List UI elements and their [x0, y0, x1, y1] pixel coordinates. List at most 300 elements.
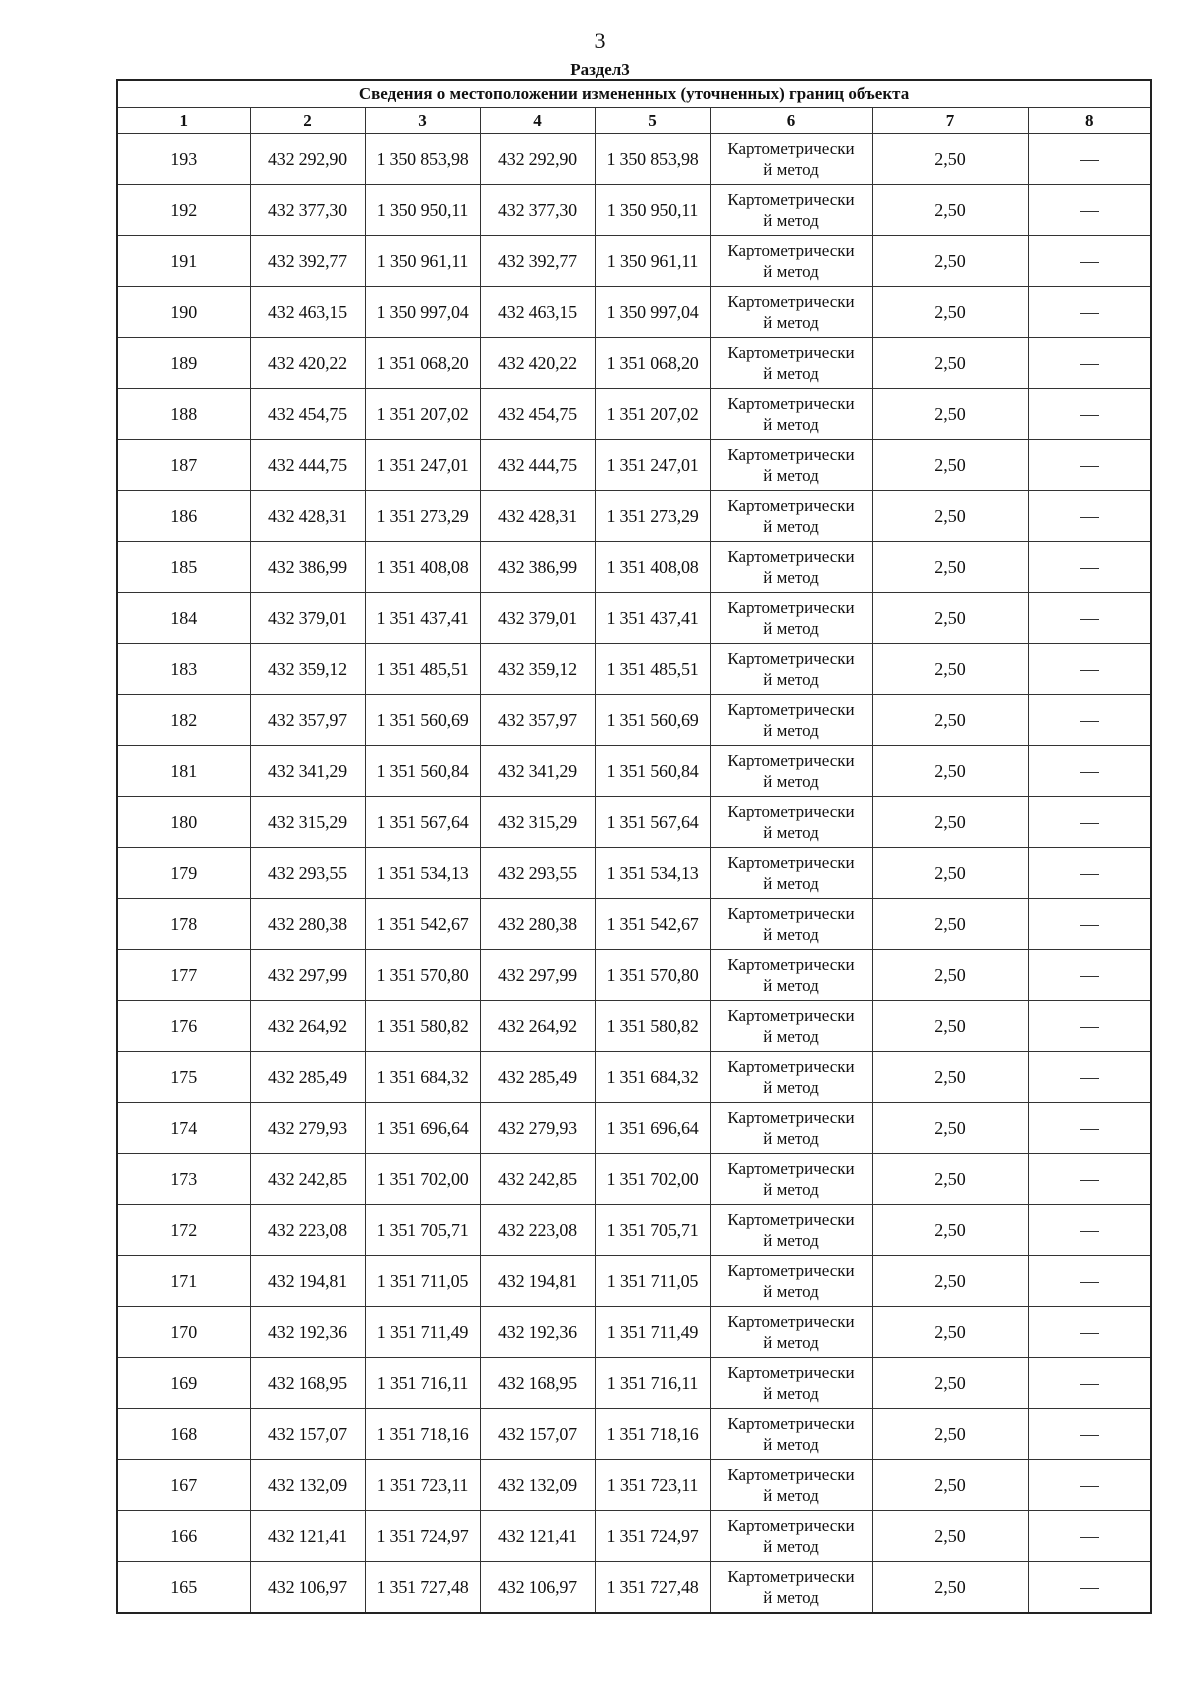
y-coordinate-cell: 1 350 997,04 [595, 287, 710, 338]
point-number-cell: 183 [117, 644, 250, 695]
table-row [117, 338, 1151, 389]
table-row [117, 695, 1151, 746]
dash-mark [1080, 1180, 1099, 1181]
x-coordinate-cell: 432 392,77 [250, 236, 365, 287]
x-coordinate-cell: 432 444,75 [480, 440, 595, 491]
note-cell [1028, 389, 1151, 440]
x-coordinate-cell: 432 454,75 [480, 389, 595, 440]
y-coordinate-cell: 1 351 724,97 [595, 1511, 710, 1562]
table-row [117, 746, 1151, 797]
accuracy-cell: 2,50 [872, 1562, 1028, 1614]
table-row [117, 1358, 1151, 1409]
note-cell [1028, 134, 1151, 185]
accuracy-cell: 2,50 [872, 848, 1028, 899]
dash-mark [1080, 160, 1099, 161]
y-coordinate-cell: 1 351 068,20 [595, 338, 710, 389]
y-coordinate-cell: 1 351 570,80 [365, 950, 480, 1001]
note-cell [1028, 644, 1151, 695]
point-number-cell: 175 [117, 1052, 250, 1103]
point-number-cell: 165 [117, 1562, 250, 1614]
y-coordinate-cell: 1 351 273,29 [365, 491, 480, 542]
accuracy-cell: 2,50 [872, 644, 1028, 695]
column-number-8: 8 [1028, 108, 1151, 134]
accuracy-cell: 2,50 [872, 542, 1028, 593]
y-coordinate-cell: 1 351 207,02 [365, 389, 480, 440]
table-row [117, 848, 1151, 899]
dash-mark [1080, 1027, 1099, 1028]
accuracy-cell: 2,50 [872, 1052, 1028, 1103]
dash-mark [1080, 976, 1099, 977]
note-cell [1028, 848, 1151, 899]
accuracy-cell: 2,50 [872, 287, 1028, 338]
table-row [117, 797, 1151, 848]
table-row [117, 1256, 1151, 1307]
method-cell: Картометрически й метод [710, 542, 872, 593]
method-cell: Картометрически й метод [710, 1460, 872, 1511]
method-cell: Картометрически й метод [710, 848, 872, 899]
accuracy-cell: 2,50 [872, 185, 1028, 236]
table-row [117, 1562, 1151, 1614]
y-coordinate-cell: 1 351 437,41 [365, 593, 480, 644]
point-number-cell: 182 [117, 695, 250, 746]
note-cell [1028, 185, 1151, 236]
dash-mark [1080, 721, 1099, 722]
dash-mark [1080, 1486, 1099, 1487]
x-coordinate-cell: 432 297,99 [480, 950, 595, 1001]
table-row [117, 1103, 1151, 1154]
method-cell: Картометрически й метод [710, 1358, 872, 1409]
method-cell: Картометрически й метод [710, 389, 872, 440]
accuracy-cell: 2,50 [872, 1205, 1028, 1256]
column-number-5: 5 [595, 108, 710, 134]
accuracy-cell: 2,50 [872, 338, 1028, 389]
x-coordinate-cell: 432 280,38 [480, 899, 595, 950]
dash-mark [1080, 1384, 1099, 1385]
x-coordinate-cell: 432 357,97 [250, 695, 365, 746]
x-coordinate-cell: 432 420,22 [250, 338, 365, 389]
table-row [117, 1460, 1151, 1511]
x-coordinate-cell: 432 379,01 [480, 593, 595, 644]
note-cell [1028, 236, 1151, 287]
x-coordinate-cell: 432 293,55 [480, 848, 595, 899]
point-number-cell: 181 [117, 746, 250, 797]
note-cell [1028, 1460, 1151, 1511]
dash-mark [1080, 1588, 1099, 1589]
x-coordinate-cell: 432 121,41 [250, 1511, 365, 1562]
x-coordinate-cell: 432 444,75 [250, 440, 365, 491]
x-coordinate-cell: 432 157,07 [480, 1409, 595, 1460]
method-cell: Картометрически й метод [710, 287, 872, 338]
table-row [117, 899, 1151, 950]
point-number-cell: 185 [117, 542, 250, 593]
y-coordinate-cell: 1 351 542,67 [365, 899, 480, 950]
note-cell [1028, 797, 1151, 848]
accuracy-cell: 2,50 [872, 1358, 1028, 1409]
x-coordinate-cell: 432 285,49 [480, 1052, 595, 1103]
method-cell: Картометрически й метод [710, 440, 872, 491]
y-coordinate-cell: 1 351 273,29 [595, 491, 710, 542]
y-coordinate-cell: 1 351 711,49 [365, 1307, 480, 1358]
column-number-row [117, 108, 1151, 134]
x-coordinate-cell: 432 264,92 [250, 1001, 365, 1052]
y-coordinate-cell: 1 351 560,69 [595, 695, 710, 746]
dash-mark [1080, 211, 1099, 212]
y-coordinate-cell: 1 351 723,11 [365, 1460, 480, 1511]
table-row [117, 185, 1151, 236]
note-cell [1028, 746, 1151, 797]
y-coordinate-cell: 1 351 534,13 [365, 848, 480, 899]
accuracy-cell: 2,50 [872, 389, 1028, 440]
x-coordinate-cell: 432 293,55 [250, 848, 365, 899]
point-number-cell: 168 [117, 1409, 250, 1460]
x-coordinate-cell: 432 292,90 [250, 134, 365, 185]
x-coordinate-cell: 432 242,85 [480, 1154, 595, 1205]
table-row [117, 389, 1151, 440]
accuracy-cell: 2,50 [872, 1154, 1028, 1205]
point-number-cell: 177 [117, 950, 250, 1001]
note-cell [1028, 338, 1151, 389]
point-number-cell: 180 [117, 797, 250, 848]
x-coordinate-cell: 432 285,49 [250, 1052, 365, 1103]
y-coordinate-cell: 1 351 702,00 [595, 1154, 710, 1205]
x-coordinate-cell: 432 279,93 [250, 1103, 365, 1154]
method-cell: Картометрически й метод [710, 593, 872, 644]
dash-mark [1080, 670, 1099, 671]
point-number-cell: 174 [117, 1103, 250, 1154]
y-coordinate-cell: 1 350 853,98 [595, 134, 710, 185]
column-number-3: 3 [365, 108, 480, 134]
table-row [117, 1052, 1151, 1103]
point-number-cell: 188 [117, 389, 250, 440]
dash-mark [1080, 1537, 1099, 1538]
dash-mark [1080, 1282, 1099, 1283]
point-number-cell: 171 [117, 1256, 250, 1307]
dash-mark [1080, 1129, 1099, 1130]
dash-mark [1080, 1333, 1099, 1334]
x-coordinate-cell: 432 315,29 [250, 797, 365, 848]
note-cell [1028, 1409, 1151, 1460]
table-row [117, 491, 1151, 542]
y-coordinate-cell: 1 351 711,49 [595, 1307, 710, 1358]
method-cell: Картометрически й метод [710, 1409, 872, 1460]
accuracy-cell: 2,50 [872, 950, 1028, 1001]
note-cell [1028, 695, 1151, 746]
x-coordinate-cell: 432 279,93 [480, 1103, 595, 1154]
x-coordinate-cell: 432 357,97 [480, 695, 595, 746]
dash-mark [1080, 772, 1099, 773]
accuracy-cell: 2,50 [872, 1460, 1028, 1511]
point-number-cell: 192 [117, 185, 250, 236]
point-number-cell: 187 [117, 440, 250, 491]
x-coordinate-cell: 432 359,12 [480, 644, 595, 695]
x-coordinate-cell: 432 242,85 [250, 1154, 365, 1205]
method-cell: Картометрически й метод [710, 1307, 872, 1358]
x-coordinate-cell: 432 223,08 [250, 1205, 365, 1256]
y-coordinate-cell: 1 351 567,64 [595, 797, 710, 848]
x-coordinate-cell: 432 194,81 [480, 1256, 595, 1307]
method-cell: Картометрически й метод [710, 491, 872, 542]
accuracy-cell: 2,50 [872, 440, 1028, 491]
y-coordinate-cell: 1 351 542,67 [595, 899, 710, 950]
point-number-cell: 186 [117, 491, 250, 542]
x-coordinate-cell: 432 157,07 [250, 1409, 365, 1460]
x-coordinate-cell: 432 379,01 [250, 593, 365, 644]
accuracy-cell: 2,50 [872, 1256, 1028, 1307]
boundary-coordinates-table [116, 79, 1152, 1614]
y-coordinate-cell: 1 351 207,02 [595, 389, 710, 440]
x-coordinate-cell: 432 463,15 [250, 287, 365, 338]
method-cell: Картометрически й метод [710, 797, 872, 848]
y-coordinate-cell: 1 351 705,71 [365, 1205, 480, 1256]
x-coordinate-cell: 432 264,92 [480, 1001, 595, 1052]
point-number-cell: 173 [117, 1154, 250, 1205]
x-coordinate-cell: 432 297,99 [250, 950, 365, 1001]
accuracy-cell: 2,50 [872, 1307, 1028, 1358]
dash-mark [1080, 262, 1099, 263]
accuracy-cell: 2,50 [872, 899, 1028, 950]
y-coordinate-cell: 1 351 560,69 [365, 695, 480, 746]
x-coordinate-cell: 432 359,12 [250, 644, 365, 695]
method-cell: Картометрически й метод [710, 236, 872, 287]
note-cell [1028, 491, 1151, 542]
y-coordinate-cell: 1 351 724,97 [365, 1511, 480, 1562]
method-cell: Картометрически й метод [710, 1001, 872, 1052]
table-row [117, 287, 1151, 338]
y-coordinate-cell: 1 351 684,32 [595, 1052, 710, 1103]
method-cell: Картометрически й метод [710, 1256, 872, 1307]
point-number-cell: 167 [117, 1460, 250, 1511]
y-coordinate-cell: 1 351 727,48 [595, 1562, 710, 1614]
note-cell [1028, 1205, 1151, 1256]
table-row [117, 542, 1151, 593]
x-coordinate-cell: 432 280,38 [250, 899, 365, 950]
note-cell [1028, 1052, 1151, 1103]
point-number-cell: 172 [117, 1205, 250, 1256]
y-coordinate-cell: 1 350 961,11 [595, 236, 710, 287]
dash-mark [1080, 517, 1099, 518]
dash-mark [1080, 313, 1099, 314]
y-coordinate-cell: 1 351 702,00 [365, 1154, 480, 1205]
x-coordinate-cell: 432 420,22 [480, 338, 595, 389]
x-coordinate-cell: 432 106,97 [250, 1562, 365, 1614]
dash-mark [1080, 619, 1099, 620]
y-coordinate-cell: 1 351 560,84 [595, 746, 710, 797]
x-coordinate-cell: 432 132,09 [250, 1460, 365, 1511]
note-cell [1028, 1562, 1151, 1614]
x-coordinate-cell: 432 386,99 [250, 542, 365, 593]
method-cell: Картометрически й метод [710, 899, 872, 950]
accuracy-cell: 2,50 [872, 236, 1028, 287]
x-coordinate-cell: 432 377,30 [250, 185, 365, 236]
column-number-1: 1 [117, 108, 250, 134]
table-row [117, 1307, 1151, 1358]
y-coordinate-cell: 1 351 716,11 [365, 1358, 480, 1409]
y-coordinate-cell: 1 351 696,64 [365, 1103, 480, 1154]
point-number-cell: 166 [117, 1511, 250, 1562]
accuracy-cell: 2,50 [872, 1001, 1028, 1052]
y-coordinate-cell: 1 351 711,05 [365, 1256, 480, 1307]
y-coordinate-cell: 1 351 696,64 [595, 1103, 710, 1154]
method-cell: Картометрически й метод [710, 695, 872, 746]
x-coordinate-cell: 432 428,31 [250, 491, 365, 542]
y-coordinate-cell: 1 351 727,48 [365, 1562, 480, 1614]
x-coordinate-cell: 432 392,77 [480, 236, 595, 287]
table-row [117, 950, 1151, 1001]
x-coordinate-cell: 432 168,95 [250, 1358, 365, 1409]
point-number-cell: 179 [117, 848, 250, 899]
y-coordinate-cell: 1 351 485,51 [365, 644, 480, 695]
point-number-cell: 178 [117, 899, 250, 950]
y-coordinate-cell: 1 351 684,32 [365, 1052, 480, 1103]
page-number: 3 [594, 28, 606, 53]
y-coordinate-cell: 1 350 853,98 [365, 134, 480, 185]
y-coordinate-cell: 1 351 580,82 [365, 1001, 480, 1052]
point-number-cell: 190 [117, 287, 250, 338]
x-coordinate-cell: 432 454,75 [250, 389, 365, 440]
y-coordinate-cell: 1 351 408,08 [365, 542, 480, 593]
note-cell [1028, 899, 1151, 950]
method-cell: Картометрически й метод [710, 185, 872, 236]
x-coordinate-cell: 432 341,29 [250, 746, 365, 797]
y-coordinate-cell: 1 351 567,64 [365, 797, 480, 848]
table-body [117, 134, 1151, 1614]
note-cell [1028, 950, 1151, 1001]
accuracy-cell: 2,50 [872, 1409, 1028, 1460]
column-number-7: 7 [872, 108, 1028, 134]
dash-mark [1080, 925, 1099, 926]
x-coordinate-cell: 432 377,30 [480, 185, 595, 236]
point-number-cell: 189 [117, 338, 250, 389]
method-cell: Картометрически й метод [710, 1052, 872, 1103]
dash-mark [1080, 823, 1099, 824]
y-coordinate-cell: 1 351 718,16 [365, 1409, 480, 1460]
dash-mark [1080, 364, 1099, 365]
table-row [117, 1154, 1151, 1205]
note-cell [1028, 1511, 1151, 1562]
x-coordinate-cell: 432 292,90 [480, 134, 595, 185]
y-coordinate-cell: 1 350 997,04 [365, 287, 480, 338]
accuracy-cell: 2,50 [872, 491, 1028, 542]
point-number-cell: 170 [117, 1307, 250, 1358]
x-coordinate-cell: 432 428,31 [480, 491, 595, 542]
note-cell [1028, 287, 1151, 338]
table-row [117, 440, 1151, 491]
note-cell [1028, 1154, 1151, 1205]
accuracy-cell: 2,50 [872, 134, 1028, 185]
method-cell: Картометрически й метод [710, 1205, 872, 1256]
y-coordinate-cell: 1 350 961,11 [365, 236, 480, 287]
y-coordinate-cell: 1 351 247,01 [595, 440, 710, 491]
note-cell [1028, 1358, 1151, 1409]
dash-mark [1080, 874, 1099, 875]
method-cell: Картометрически й метод [710, 134, 872, 185]
column-number-4: 4 [480, 108, 595, 134]
y-coordinate-cell: 1 351 408,08 [595, 542, 710, 593]
y-coordinate-cell: 1 351 068,20 [365, 338, 480, 389]
accuracy-cell: 2,50 [872, 1511, 1028, 1562]
dash-mark [1080, 568, 1099, 569]
method-cell: Картометрически й метод [710, 644, 872, 695]
accuracy-cell: 2,50 [872, 797, 1028, 848]
accuracy-cell: 2,50 [872, 1103, 1028, 1154]
note-cell [1028, 1256, 1151, 1307]
point-number-cell: 184 [117, 593, 250, 644]
x-coordinate-cell: 432 192,36 [480, 1307, 595, 1358]
table-row [117, 1205, 1151, 1256]
y-coordinate-cell: 1 351 705,71 [595, 1205, 710, 1256]
x-coordinate-cell: 432 315,29 [480, 797, 595, 848]
table-row [117, 134, 1151, 185]
note-cell [1028, 593, 1151, 644]
y-coordinate-cell: 1 351 711,05 [595, 1256, 710, 1307]
note-cell [1028, 1307, 1151, 1358]
y-coordinate-cell: 1 351 485,51 [595, 644, 710, 695]
point-number-cell: 169 [117, 1358, 250, 1409]
method-cell: Картометрически й метод [710, 1103, 872, 1154]
section-title: Раздел3 [570, 60, 630, 79]
method-cell: Картометрически й метод [710, 1511, 872, 1562]
x-coordinate-cell: 432 223,08 [480, 1205, 595, 1256]
method-cell: Картометрически й метод [710, 746, 872, 797]
x-coordinate-cell: 432 106,97 [480, 1562, 595, 1614]
accuracy-cell: 2,50 [872, 695, 1028, 746]
method-cell: Картометрически й метод [710, 950, 872, 1001]
y-coordinate-cell: 1 351 718,16 [595, 1409, 710, 1460]
y-coordinate-cell: 1 351 247,01 [365, 440, 480, 491]
method-cell: Картометрически й метод [710, 1154, 872, 1205]
note-cell [1028, 1001, 1151, 1052]
y-coordinate-cell: 1 351 723,11 [595, 1460, 710, 1511]
table-row [117, 593, 1151, 644]
y-coordinate-cell: 1 351 560,84 [365, 746, 480, 797]
accuracy-cell: 2,50 [872, 746, 1028, 797]
table-caption: Сведения о местоположении измененных (уточненных) границ объекта [117, 80, 1151, 108]
note-cell [1028, 1103, 1151, 1154]
dash-mark [1080, 1078, 1099, 1079]
dash-mark [1080, 466, 1099, 467]
x-coordinate-cell: 432 121,41 [480, 1511, 595, 1562]
y-coordinate-cell: 1 351 534,13 [595, 848, 710, 899]
y-coordinate-cell: 1 351 437,41 [595, 593, 710, 644]
point-number-cell: 193 [117, 134, 250, 185]
x-coordinate-cell: 432 194,81 [250, 1256, 365, 1307]
method-cell: Картометрически й метод [710, 338, 872, 389]
dash-mark [1080, 415, 1099, 416]
x-coordinate-cell: 432 386,99 [480, 542, 595, 593]
point-number-cell: 176 [117, 1001, 250, 1052]
point-number-cell: 191 [117, 236, 250, 287]
table-row [117, 644, 1151, 695]
y-coordinate-cell: 1 351 570,80 [595, 950, 710, 1001]
dash-mark [1080, 1435, 1099, 1436]
x-coordinate-cell: 432 192,36 [250, 1307, 365, 1358]
dash-mark [1080, 1231, 1099, 1232]
x-coordinate-cell: 432 132,09 [480, 1460, 595, 1511]
y-coordinate-cell: 1 351 716,11 [595, 1358, 710, 1409]
table-row [117, 236, 1151, 287]
table-row [117, 1409, 1151, 1460]
y-coordinate-cell: 1 350 950,11 [595, 185, 710, 236]
note-cell [1028, 440, 1151, 491]
table-row [117, 1001, 1151, 1052]
note-cell [1028, 542, 1151, 593]
y-coordinate-cell: 1 351 580,82 [595, 1001, 710, 1052]
method-cell: Картометрически й метод [710, 1562, 872, 1614]
x-coordinate-cell: 432 341,29 [480, 746, 595, 797]
x-coordinate-cell: 432 463,15 [480, 287, 595, 338]
table-row [117, 1511, 1151, 1562]
column-number-2: 2 [250, 108, 365, 134]
